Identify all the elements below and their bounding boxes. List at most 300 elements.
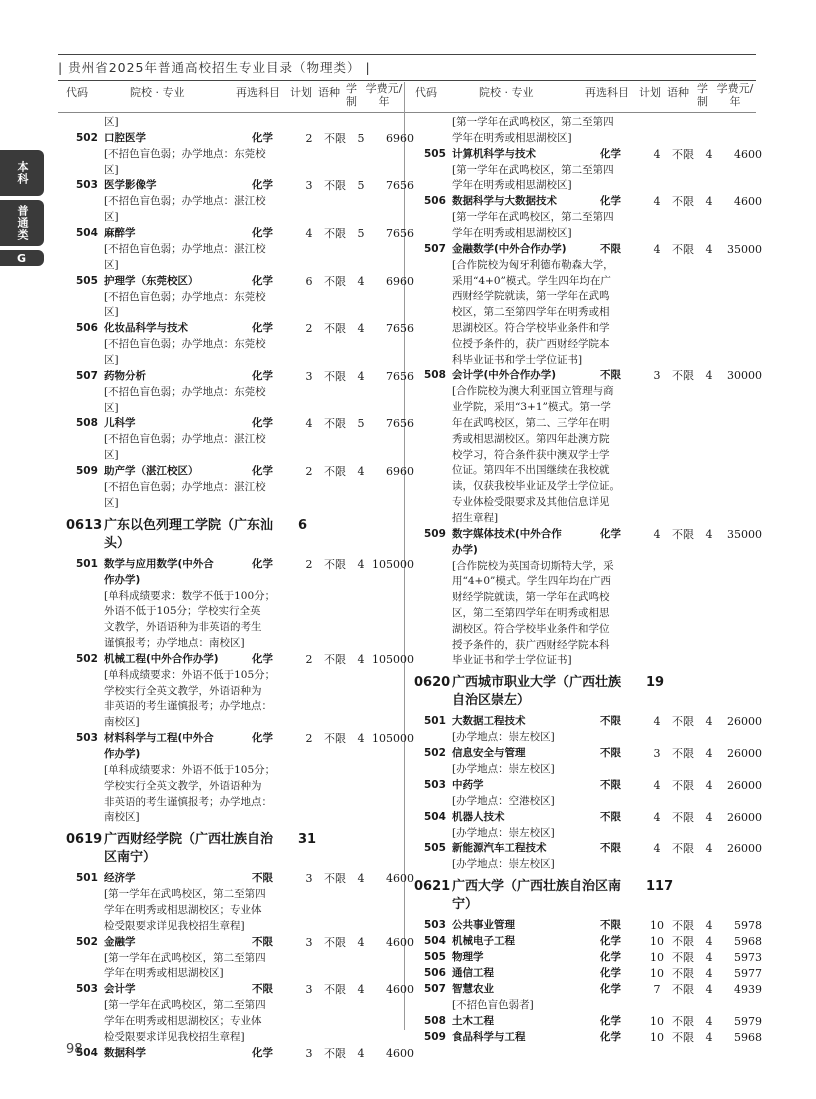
- col-plan-header: 计划: [290, 86, 312, 99]
- major-note: [不招色盲色弱；办学地点：湛江校: [104, 433, 266, 446]
- major-note: 招生章程]: [452, 511, 499, 524]
- major-name: 会计学: [104, 983, 136, 996]
- major-language: 不限: [672, 951, 694, 965]
- school-name-continued: 宁）: [452, 897, 479, 913]
- major-note: 采用“4+0”模式。学生四年均在广: [452, 274, 611, 287]
- major-fee: 4600: [734, 195, 762, 209]
- page-number: 98: [66, 1042, 83, 1057]
- major-note: [不招色盲色弱者]: [452, 999, 534, 1012]
- major-note: 年在武鸣校区，第二、三学年在明: [452, 417, 610, 429]
- major-subject: 化学: [252, 322, 273, 335]
- major-language: 不限: [324, 179, 346, 193]
- major-note: 区]: [104, 211, 119, 224]
- major-code: 506: [76, 322, 98, 335]
- major-fee: 4600: [386, 872, 414, 886]
- major-fee: 7656: [386, 179, 414, 193]
- major-subject: 化学: [600, 983, 621, 996]
- major-plan: 10: [650, 919, 664, 933]
- table-row: [76, 871, 416, 886]
- major-name: 数据科学与大数据技术: [452, 195, 557, 208]
- major-code: 503: [76, 179, 98, 192]
- table-row: [424, 1030, 764, 1045]
- major-years: 4: [357, 369, 365, 383]
- major-subject: 不限: [600, 778, 621, 791]
- major-years: 4: [357, 274, 365, 288]
- major-note: [合作院校为英国奇切斯特大学，采: [452, 559, 614, 572]
- table-row: [76, 652, 416, 667]
- major-plan: 4: [653, 778, 661, 792]
- major-language: 不限: [672, 527, 694, 541]
- major-language: 不限: [672, 242, 694, 256]
- header-bottom-rule: [58, 80, 756, 81]
- major-code: 501: [424, 715, 446, 728]
- major-code: 505: [424, 951, 446, 964]
- major-language: 不限: [672, 810, 694, 824]
- page-header: | 贵州省2025年普通高校招生专业目录（物理类） |: [58, 60, 371, 75]
- major-note: 区]: [104, 258, 119, 271]
- major-language: 不限: [324, 935, 346, 949]
- major-subject: 化学: [600, 935, 621, 948]
- major-years: 4: [357, 983, 365, 997]
- major-plan: 2: [305, 465, 313, 478]
- major-name: 金融数学(中外合作办学): [452, 242, 567, 255]
- major-years: 4: [705, 810, 713, 824]
- school-plan: 117: [646, 879, 674, 895]
- major-fee: 4600: [386, 983, 414, 997]
- major-language: 不限: [672, 983, 694, 997]
- major-plan: 10: [650, 967, 664, 981]
- major-subject: 化学: [252, 179, 273, 192]
- table-row: [424, 242, 764, 257]
- major-note: [办学地点：崇左校区]: [452, 731, 555, 744]
- major-note: 位证。第四年不出国继续在我校就: [452, 464, 610, 477]
- major-plan: 4: [653, 715, 661, 729]
- major-name: 麻醉学: [104, 227, 136, 239]
- major-note: 学年在明秀或相思湖校区；专业体: [104, 1015, 262, 1027]
- major-code: 506: [424, 967, 446, 980]
- col-years-header: 学制: [697, 82, 708, 108]
- school-code: 0621: [414, 879, 451, 895]
- col-code-header: 代码: [415, 86, 437, 99]
- major-fee: 7656: [386, 417, 414, 431]
- major-name: 机器人技术: [452, 810, 505, 823]
- major-years: 5: [357, 131, 365, 145]
- major-years: 4: [705, 951, 713, 965]
- table-row: [424, 147, 764, 162]
- major-fee: 35000: [727, 242, 762, 256]
- major-code: 504: [76, 227, 98, 239]
- school-name-continued: 头）: [104, 535, 131, 551]
- table-row: [424, 982, 764, 997]
- major-note: [第一学年在武鸣校区，第二至第四: [452, 163, 614, 176]
- major-fee: 26000: [727, 747, 762, 760]
- major-name: 土木工程: [452, 1015, 494, 1027]
- major-fee: 4600: [386, 935, 414, 949]
- major-note: [不招色盲色弱；办学地点：东莞校: [104, 290, 266, 303]
- major-note: 专业体检受限要求及其他信息详见: [452, 496, 610, 508]
- major-fee: 6960: [386, 274, 414, 288]
- major-subject: 化学: [252, 274, 273, 287]
- major-fee: 5979: [734, 1015, 762, 1028]
- major-note: 非英语的考生谨慎报考；办学地点：: [104, 795, 272, 808]
- major-note: [不招色盲色弱；办学地点：东莞校: [104, 385, 266, 398]
- major-plan: 2: [305, 322, 313, 336]
- major-note: 区]: [104, 163, 119, 176]
- major-language: 不限: [324, 274, 346, 288]
- major-years: 4: [357, 322, 365, 336]
- major-code: 504: [424, 935, 446, 948]
- major-note: 思湖校区。符合学校毕业条件和学: [452, 322, 610, 334]
- major-subject: 不限: [600, 919, 621, 932]
- major-plan: 4: [653, 527, 661, 541]
- major-plan: 2: [305, 652, 313, 666]
- major-name: 计算机科学与技术: [452, 147, 536, 160]
- major-years: 5: [357, 417, 365, 431]
- table-row: [424, 194, 764, 209]
- side-tab-label: 本科: [16, 161, 29, 185]
- table-row: [424, 966, 764, 981]
- table-row: [76, 178, 416, 193]
- school-plan: 31: [298, 832, 317, 848]
- col-major-header: 院校 · 专业: [130, 86, 185, 99]
- major-subject: 不限: [252, 983, 273, 996]
- major-name: 材料科学与工程(中外合: [104, 732, 214, 744]
- major-note: 区]: [104, 496, 119, 509]
- major-subject: 化学: [252, 131, 273, 144]
- table-row: [76, 1046, 416, 1061]
- major-name-continued: 作办学): [104, 748, 141, 760]
- table-row: [424, 714, 764, 729]
- major-note: 检受限要求详见我校招生章程]: [104, 1030, 245, 1043]
- major-code: 501: [76, 557, 98, 570]
- major-years: 5: [357, 179, 365, 193]
- major-note: [第一学年在武鸣校区，第二至第四: [104, 999, 266, 1012]
- major-language: 不限: [324, 227, 346, 240]
- major-plan: 10: [650, 935, 664, 949]
- major-years: 4: [357, 1046, 365, 1060]
- major-language: 不限: [672, 195, 694, 209]
- major-name: 公共事业管理: [452, 919, 515, 932]
- major-code: 509: [424, 1031, 446, 1043]
- major-note: 授予条件的，获广西财经学院本科: [452, 638, 610, 651]
- col-lang-header: 语种: [318, 86, 340, 99]
- table-row: [76, 131, 416, 146]
- major-years: 4: [357, 652, 365, 666]
- major-subject: 不限: [600, 715, 621, 728]
- major-fee: 5968: [734, 935, 762, 949]
- major-code: 502: [424, 747, 446, 759]
- major-subject: 化学: [252, 417, 273, 430]
- major-name: 中药学: [452, 778, 484, 791]
- major-name-continued: 办学): [452, 543, 478, 556]
- major-code: 507: [76, 369, 98, 382]
- major-years: 4: [357, 732, 365, 745]
- major-subject: 化学: [600, 951, 621, 964]
- table-row: [76, 731, 416, 746]
- major-note: [办学地点：空港校区]: [452, 794, 555, 807]
- table-row: [76, 557, 416, 572]
- table-row: [424, 810, 764, 825]
- major-subject: 化学: [252, 465, 273, 477]
- major-plan: 7: [653, 983, 661, 997]
- major-subject: 不限: [600, 747, 621, 759]
- school-name-continued: 自治区崇左）: [452, 693, 531, 709]
- major-note: 秀或相思湖校区。第四年赴澳方院: [452, 432, 610, 445]
- major-plan: 3: [305, 369, 313, 383]
- right-column: [414, 115, 762, 1044]
- major-years: 4: [705, 983, 713, 997]
- major-plan: 4: [653, 242, 661, 256]
- major-language: 不限: [672, 715, 694, 729]
- major-language: 不限: [324, 732, 346, 745]
- major-fee: 5968: [734, 1031, 762, 1044]
- major-note: [单科成绩要求：数学不低于100分；: [104, 589, 276, 602]
- major-note: 财经学院就读，第一学年在武鸣校: [452, 591, 610, 604]
- table-row: [424, 746, 764, 761]
- major-fee: 6960: [386, 465, 414, 478]
- major-fee: 105000: [372, 732, 414, 745]
- school-name: 广东以色列理工学院（广东汕: [104, 517, 274, 533]
- major-note: 西财经学院就读，第一学年在武鸣: [452, 290, 610, 303]
- school-code: 0619: [66, 832, 103, 848]
- major-plan: 3: [305, 179, 313, 193]
- major-plan: 4: [653, 810, 661, 824]
- major-plan: 6: [305, 274, 313, 288]
- major-subject: 化学: [600, 1031, 621, 1043]
- major-subject: 不限: [600, 810, 621, 823]
- major-years: 4: [357, 872, 365, 886]
- side-tab-label: G: [16, 251, 28, 265]
- major-fee: 4939: [734, 983, 762, 997]
- major-years: 4: [357, 465, 365, 478]
- major-note: 读，仅获我校毕业证及学士学位证。: [452, 480, 620, 493]
- major-years: 4: [705, 842, 713, 856]
- right-column-header: [415, 82, 755, 112]
- major-fee: 7656: [386, 322, 414, 336]
- major-language: 不限: [324, 369, 346, 383]
- major-note: 区]: [104, 401, 119, 414]
- major-note: 南校区]: [104, 716, 140, 729]
- major-code: 505: [76, 274, 98, 287]
- major-years: 4: [705, 147, 713, 161]
- major-note: [第一学年在武鸣校区，第二至第四: [104, 951, 266, 964]
- major-name: 数字媒体技术(中外合作: [452, 527, 562, 540]
- major-name: 智慧农业: [452, 983, 494, 996]
- school-code: 0613: [66, 517, 103, 533]
- major-note: [不招色盲色弱；办学地点：湛江校: [104, 481, 266, 493]
- table-row: [424, 1014, 764, 1029]
- table-row: [76, 464, 416, 479]
- major-note: [合作院校为澳大利亚国立管理与商: [452, 385, 614, 398]
- major-note: [办学地点：崇左校区]: [452, 763, 555, 775]
- side-tab-undergrad: [0, 150, 44, 196]
- major-subject: 不限: [252, 872, 273, 885]
- major-fee: 5973: [734, 951, 762, 965]
- table-row: [424, 918, 764, 933]
- major-years: 4: [705, 935, 713, 949]
- major-name: 信息安全与管理: [452, 747, 526, 759]
- major-code: 506: [424, 195, 446, 208]
- major-name: 化妆品科学与技术: [104, 322, 188, 335]
- major-subject: 化学: [600, 1015, 621, 1027]
- major-name: 食品科学与工程: [452, 1031, 526, 1043]
- major-years: 4: [705, 1015, 713, 1028]
- major-language: 不限: [672, 842, 694, 856]
- major-note: 校学习，符合条件获中澳双学士学: [452, 448, 610, 461]
- col-lang-header: 语种: [667, 86, 689, 99]
- major-years: 4: [357, 557, 365, 571]
- major-years: 4: [357, 935, 365, 949]
- major-plan: 3: [305, 872, 313, 886]
- school-name: 广西城市职业大学（广西壮族: [452, 675, 622, 691]
- major-name: 护理学（东莞校区）: [104, 274, 199, 287]
- major-fee: 105000: [372, 652, 414, 666]
- school-code: 0620: [414, 675, 451, 691]
- major-years: 4: [705, 778, 713, 792]
- major-plan: 10: [650, 1015, 664, 1028]
- major-subject: 不限: [600, 842, 621, 855]
- major-fee: 7656: [386, 227, 414, 240]
- major-code: 502: [76, 652, 98, 665]
- col-fee-header: 学费元/年: [716, 82, 754, 108]
- major-language: 不限: [672, 747, 694, 760]
- major-code: 508: [76, 417, 98, 430]
- major-language: 不限: [324, 557, 346, 571]
- major-plan: 4: [653, 147, 661, 161]
- major-note: 区，第二至第四学年在明秀或相思: [452, 607, 610, 619]
- major-subject: 不限: [252, 935, 273, 948]
- major-plan: 4: [305, 227, 313, 240]
- major-code: 508: [424, 1015, 446, 1027]
- major-note: 学年在明秀或相思湖校区]: [452, 179, 572, 192]
- major-name: 助产学（湛江校区）: [104, 465, 199, 477]
- major-subject: 化学: [600, 147, 621, 160]
- major-subject: 化学: [252, 652, 273, 665]
- table-row: [76, 369, 416, 384]
- major-note: [不招色盲色弱；办学地点：东莞校: [104, 338, 266, 351]
- major-fee: 26000: [727, 810, 762, 824]
- col-fee-header: 学费元/年: [365, 82, 403, 108]
- major-years: 4: [705, 242, 713, 256]
- school-name: 广西财经学院（广西壮族自治: [104, 832, 274, 848]
- major-subject: 化学: [600, 195, 621, 208]
- major-fee: 26000: [727, 842, 762, 856]
- col-subject-header: 再选科目: [585, 86, 629, 99]
- major-fee: 5977: [734, 967, 762, 981]
- major-note: 学年在明秀或相思湖校区]: [104, 967, 224, 980]
- major-note: 学校实行全英文教学，外语语种为: [104, 779, 262, 792]
- major-years: 4: [705, 369, 713, 383]
- major-code: 509: [76, 465, 98, 477]
- major-subject: 化学: [252, 557, 273, 570]
- table-row: [424, 778, 764, 793]
- major-note: 校区，第二至第四学年在明秀或相: [452, 306, 610, 319]
- major-language: 不限: [672, 967, 694, 981]
- major-language: 不限: [324, 1046, 346, 1060]
- major-name: 物理学: [452, 951, 484, 964]
- major-code: 505: [424, 842, 446, 855]
- major-name: 数学与应用数学(中外合: [104, 557, 214, 570]
- major-years: 5: [357, 227, 365, 240]
- column-header-rule: [58, 112, 756, 113]
- major-fee: 26000: [727, 715, 762, 729]
- major-note: 区]: [104, 116, 119, 128]
- major-note: 用“4+0”模式。学生四年均在广西: [452, 575, 611, 588]
- col-code-header: 代码: [66, 86, 88, 99]
- major-code: 503: [76, 732, 98, 744]
- major-plan: 3: [653, 369, 661, 383]
- major-fee: 35000: [727, 527, 762, 541]
- side-tab-general: [0, 200, 44, 246]
- major-language: 不限: [672, 919, 694, 933]
- major-subject: 化学: [252, 369, 273, 382]
- major-plan: 3: [305, 935, 313, 949]
- major-note: [第一学年在武鸣校区，第二至第四: [452, 211, 614, 224]
- major-plan: 3: [653, 747, 661, 760]
- major-plan: 10: [650, 1031, 664, 1044]
- major-name: 医学影像学: [104, 179, 157, 192]
- table-row: [76, 321, 416, 336]
- major-code: 503: [424, 919, 446, 932]
- major-name: 大数据工程技术: [452, 715, 526, 728]
- major-note: 外语不低于105分；学校实行全英: [104, 605, 261, 618]
- col-subject-header: 再选科目: [236, 86, 280, 99]
- major-name: 机械电子工程: [452, 935, 515, 948]
- major-note: [不招色盲色弱；办学地点：湛江校: [104, 195, 266, 208]
- major-note: 学年在明秀或相思湖校区；专业体: [104, 904, 262, 916]
- major-language: 不限: [672, 147, 694, 161]
- major-years: 4: [705, 747, 713, 760]
- major-code: 503: [76, 983, 98, 996]
- major-language: 不限: [672, 1015, 694, 1028]
- major-plan: 2: [305, 131, 313, 145]
- major-years: 4: [705, 1031, 713, 1044]
- table-row: [424, 841, 764, 856]
- major-fee: 105000: [372, 557, 414, 571]
- major-fee: 30000: [727, 369, 762, 383]
- major-note: 湖校区。符合学校毕业条件和学位: [452, 622, 610, 635]
- major-note: [不招色盲色弱；办学地点：湛江校: [104, 243, 266, 255]
- major-note: [第一学年在武鸣校区，第二至第四: [104, 888, 266, 901]
- major-note: 业学院，采用“3+1”模式。第一学: [452, 401, 611, 414]
- school-name: 广西大学（广西壮族自治区南: [452, 879, 622, 895]
- header-title: 贵州省2025年普通高校招生专业目录（物理类）: [68, 60, 361, 75]
- table-row: [76, 274, 416, 289]
- major-code: 501: [76, 872, 98, 885]
- table-row: [424, 934, 764, 949]
- major-subject: 化学: [252, 227, 273, 239]
- major-fee: 6960: [386, 131, 414, 145]
- major-note: 学年在明秀或相思湖校区]: [452, 131, 572, 144]
- major-name: 会计学(中外合作办学): [452, 369, 557, 382]
- table-row: [76, 935, 416, 950]
- major-name-continued: 作办学): [104, 573, 141, 586]
- major-note: 非英语的考生谨慎报考；办学地点：: [104, 700, 272, 713]
- major-plan: 4: [653, 195, 661, 209]
- table-row: [76, 226, 416, 241]
- major-name: 药物分析: [104, 369, 146, 382]
- major-note: 区]: [104, 306, 119, 319]
- major-name: 口腔医学: [104, 131, 146, 144]
- major-language: 不限: [672, 778, 694, 792]
- major-note: 南校区]: [104, 811, 140, 824]
- major-subject: 化学: [252, 1046, 273, 1059]
- major-language: 不限: [672, 935, 694, 949]
- major-language: 不限: [324, 872, 346, 886]
- major-fee: 7656: [386, 369, 414, 383]
- major-note: [单科成绩要求：外语不低于105分；: [104, 764, 276, 776]
- major-note: 学校实行全英文教学，外语语种为: [104, 684, 262, 697]
